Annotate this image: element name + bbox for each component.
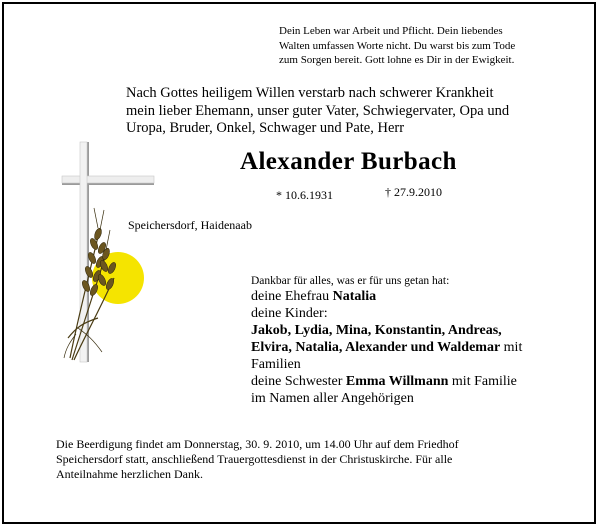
sister-line	[251, 373, 571, 390]
intro-line: Nach Gottes heiligem Willen verstarb nach schwerer Krankheit	[126, 85, 494, 101]
funeral-line: Anteilnahme herzlichen Dank.	[56, 467, 203, 481]
sister-prefix: deine Schwester	[251, 374, 346, 389]
wife-name: Natalia	[332, 289, 377, 304]
motto-line: zum Sorgen bereit. Gott lohne es Dir in der Ewigkeit.	[279, 54, 515, 66]
residence-place: Speichersdorf, Haidenaab	[128, 218, 252, 232]
deceased-name: Alexander Burbach	[240, 148, 457, 175]
children-names: Jakob, Lydia, Mina, Konstantin, Andreas,	[251, 323, 502, 338]
wife-prefix: deine Ehefrau	[251, 289, 333, 304]
funeral-line: Die Beerdigung findet am Donnerstag, 30. 9. 2010, um 14.00 Uhr auf dem Friedhof	[56, 437, 459, 451]
motto-verse	[279, 24, 579, 68]
children-suffix: mit	[500, 340, 523, 355]
funeral-notice	[56, 437, 556, 482]
children-families: Familien	[251, 357, 301, 372]
children-line	[251, 339, 571, 356]
motto-line: Dein Leben war Arbeit und Pflicht. Dein liebendes	[279, 25, 503, 37]
cross-wheat-illustration	[58, 138, 158, 378]
wife-line	[251, 288, 571, 305]
death-date: † 27.9.2010	[385, 185, 442, 199]
intro-text	[126, 85, 566, 138]
motto-line: Walten umfassen Worte nicht. Du warst bis zum Tode	[279, 39, 516, 52]
sister-name: Emma Willmann	[345, 374, 449, 389]
children-names: Elvira, Natalia, Alexander und Waldemar	[251, 340, 501, 355]
intro-line: mein lieber Ehemann, unser guter Vater, Schwiegervater, Opa und	[126, 102, 510, 119]
mourners-list	[251, 288, 571, 407]
funeral-line: Speichersdorf statt, anschließend Trauergottesdienst in der Christuskirche. Für alle	[56, 452, 453, 466]
birth-date: * 10.6.1931	[276, 188, 333, 202]
all-relatives-line: im Namen aller Angehörigen	[251, 391, 414, 406]
thanks-intro: Dankbar für alles, was er für uns getan hat:	[251, 275, 450, 287]
intro-line: Uropa, Bruder, Onkel, Schwager und Pate, Herr	[126, 120, 405, 136]
cross-icon	[80, 142, 87, 362]
sister-suffix: mit Familie	[448, 374, 517, 389]
children-line	[251, 322, 571, 339]
children-label: deine Kinder:	[251, 306, 328, 321]
